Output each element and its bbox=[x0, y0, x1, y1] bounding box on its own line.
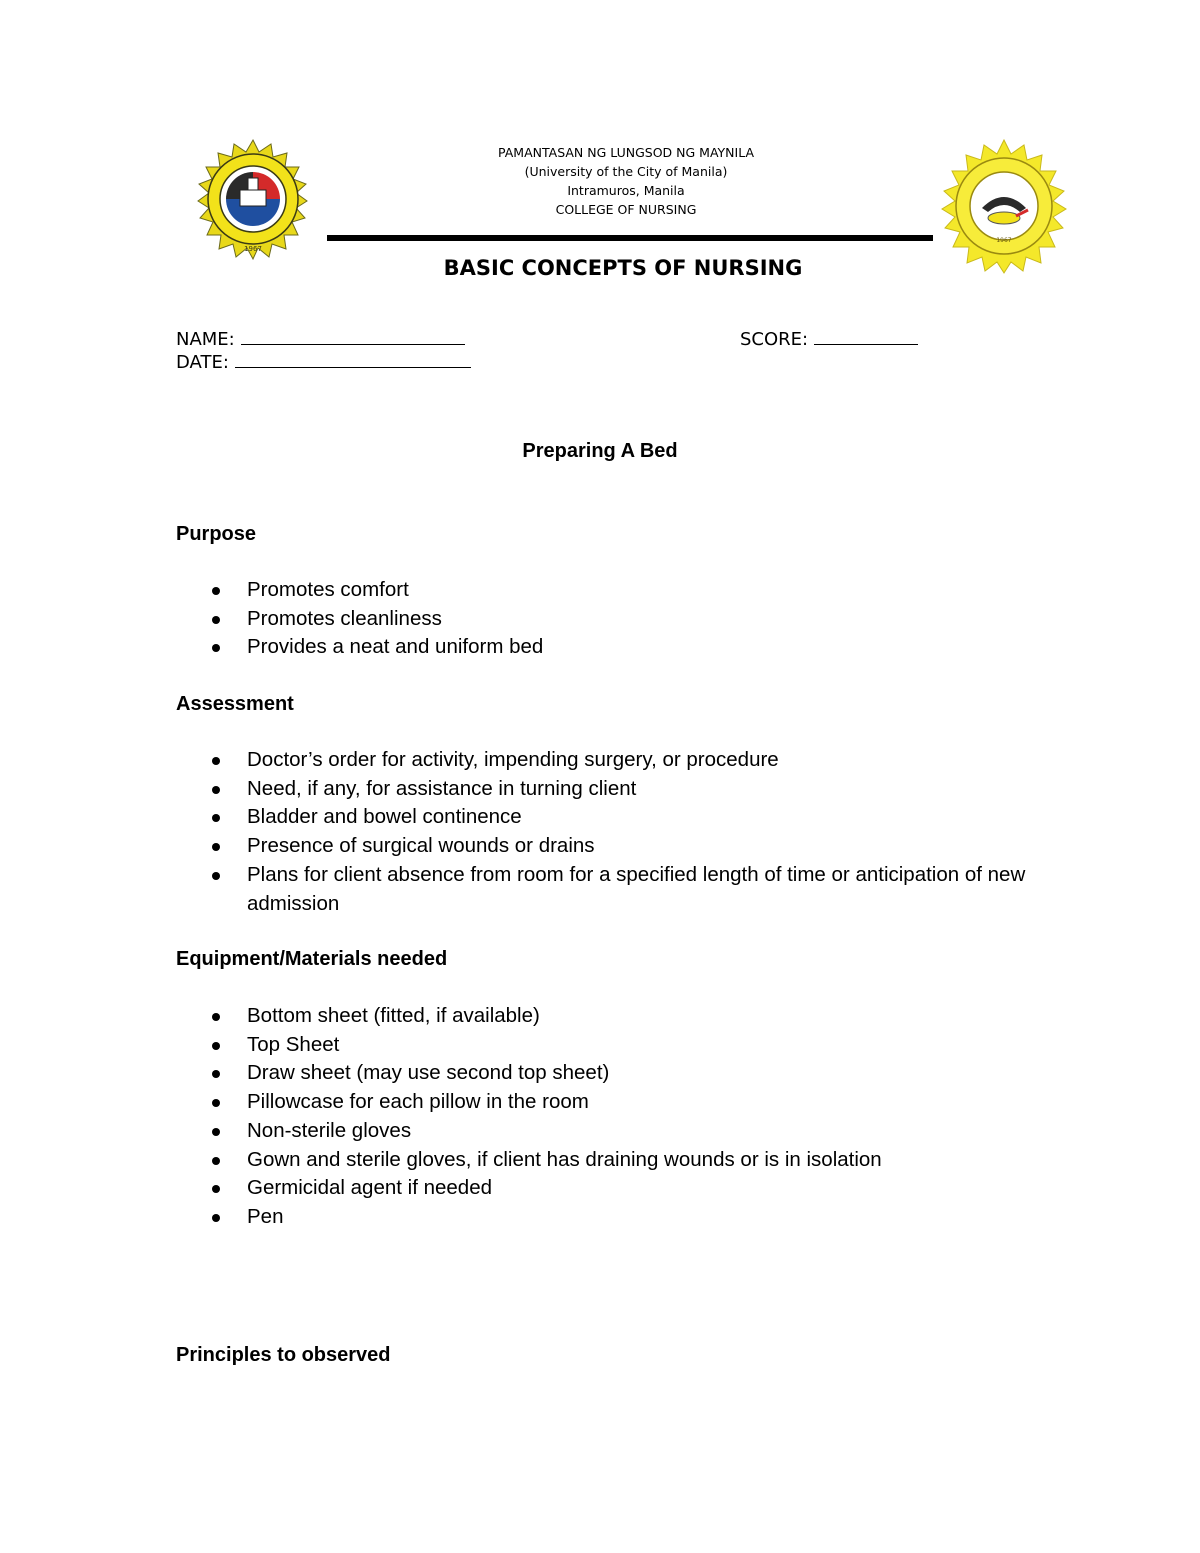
date-field bbox=[176, 350, 471, 373]
purpose-heading: Purpose bbox=[176, 523, 257, 545]
list-item: Need, if any, for assistance in turning client bbox=[207, 775, 1037, 804]
college-name: COLLEGE OF NURSING bbox=[555, 202, 697, 217]
list-item: Non-sterile gloves bbox=[207, 1117, 882, 1146]
list-item: Promotes cleanliness bbox=[207, 605, 543, 634]
seal-year: 1967 bbox=[996, 237, 1012, 244]
score-label: SCORE: bbox=[740, 329, 809, 350]
university-english-name: (University of the City of Manila) bbox=[524, 164, 728, 179]
header-divider bbox=[327, 235, 933, 241]
procedure-title: Preparing A Bed bbox=[522, 440, 678, 462]
name-field bbox=[176, 327, 465, 350]
seal-year: 1967 bbox=[244, 245, 262, 253]
list-item: Pillowcase for each pillow in the room bbox=[207, 1088, 882, 1117]
list-item: Presence of surgical wounds or drains bbox=[207, 832, 1037, 861]
letterhead bbox=[430, 143, 822, 219]
list-item: Doctor’s order for activity, impending surgery, or procedure bbox=[207, 746, 1037, 775]
list-item: Plans for client absence from room for a specified length of time or anticipation of new admission bbox=[207, 861, 1037, 918]
list-item: Bladder and bowel continence bbox=[207, 803, 1037, 832]
list-item: Germicidal agent if needed bbox=[207, 1174, 882, 1203]
equipment-list bbox=[207, 1002, 882, 1232]
principles-heading: Principles to observed bbox=[176, 1344, 391, 1366]
college-of-nursing-seal-logo bbox=[936, 138, 1072, 274]
plm-seal-logo bbox=[192, 138, 314, 260]
list-item: Pen bbox=[207, 1203, 882, 1232]
list-item: Gown and sterile gloves, if client has draining wounds or is in isolation bbox=[207, 1146, 882, 1175]
list-item: Bottom sheet (fitted, if available) bbox=[207, 1002, 882, 1031]
list-item: Top Sheet bbox=[207, 1031, 882, 1060]
assessment-list bbox=[207, 746, 1037, 918]
list-item: Promotes comfort bbox=[207, 576, 543, 605]
university-location: Intramuros, Manila bbox=[567, 183, 685, 198]
name-blank-line[interactable] bbox=[241, 327, 465, 345]
assessment-heading: Assessment bbox=[176, 693, 294, 715]
date-label: DATE: bbox=[176, 352, 229, 373]
equipment-heading: Equipment/Materials needed bbox=[176, 948, 448, 970]
purpose-list bbox=[207, 576, 543, 662]
list-item: Provides a neat and uniform bed bbox=[207, 633, 543, 662]
date-blank-line[interactable] bbox=[235, 350, 471, 368]
list-item: Draw sheet (may use second top sheet) bbox=[207, 1059, 882, 1088]
document-title: BASIC CONCEPTS OF NURSING bbox=[443, 256, 803, 280]
score-blank-line[interactable] bbox=[814, 327, 918, 345]
university-name: PAMANTASAN NG LUNGSOD NG MAYNILA bbox=[498, 145, 754, 160]
score-field bbox=[740, 327, 918, 350]
name-label: NAME: bbox=[176, 329, 235, 350]
